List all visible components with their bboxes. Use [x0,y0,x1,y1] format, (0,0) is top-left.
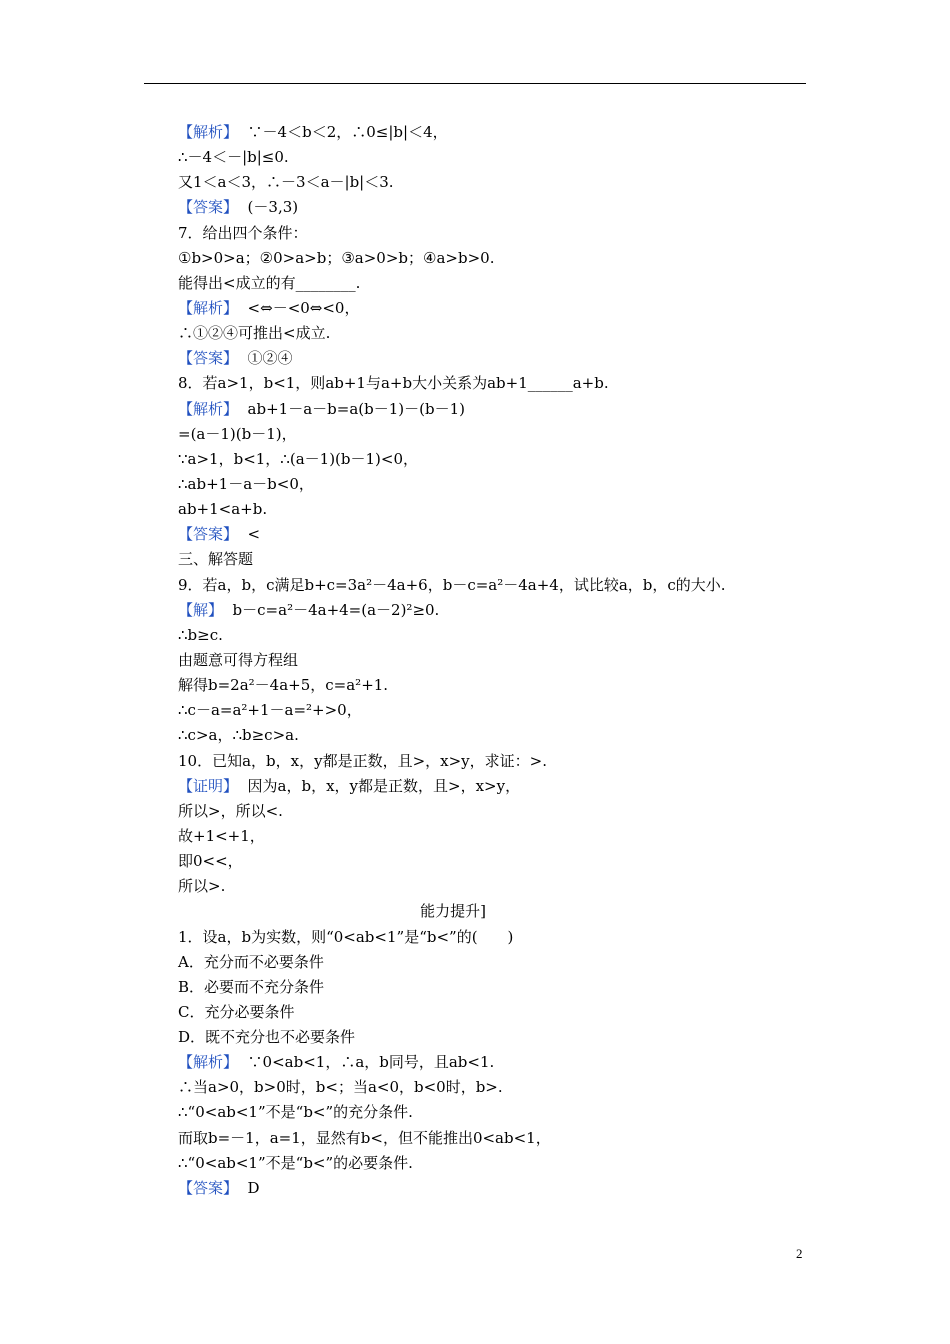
text-line [178,522,818,547]
line-text: ab+1<a+b. [178,500,268,519]
line-text: ∴b≥c. [178,625,223,644]
line-text: ∴“0<ab<1”不是“b<”的充分条件. [178,1103,413,1122]
line-text: 10．已知a，b，x，y都是正数，且>，x>y，求证：>. [178,751,547,770]
line-text: 所以>. [178,877,226,896]
text-line [178,749,818,774]
text-line [178,296,818,321]
text-line [178,1100,818,1125]
text-line [178,1000,818,1025]
line-text: ab+1－a－b=a(b－1)－(b－1) [238,399,465,418]
line-text: 因为a，b，x，y都是正数，且>，x>y， [238,776,521,795]
line-text: 又1＜a＜3，∴－3＜a－|b|＜3. [178,173,394,192]
text-line [178,1176,818,1201]
text-line [178,346,818,371]
line-text: 解得b=2a²－4a+5，c=a²+1. [178,676,389,695]
text-line [178,950,818,975]
text-line [178,1151,818,1176]
line-text: ∴c>a，∴b≥c>a. [178,726,299,745]
section-tag: 【解析】 [178,298,239,317]
line-text: ∴c－a=a²+1－a=²+>0， [178,701,362,720]
line-text: ∴①②④可推出<成立. [178,324,331,343]
section-tag: 【答案】 [178,198,239,217]
text-line [178,975,818,1000]
text-line [178,447,818,472]
line-text: D [238,1178,260,1197]
section-tag: 【解】 [178,600,224,619]
text-line [178,598,818,623]
line-text: 即0<<， [178,852,243,871]
line-text: C．充分必要条件 [178,1002,295,1021]
line-text: ∵a>1，b<1，∴(a－1)(b－1)<0， [178,449,419,468]
line-text: (－3,3) [238,198,299,217]
line-text: 8．若a>1，b<1，则ab+1与a+b大小关系为ab+1______a+b. [178,374,609,393]
text-line [178,874,818,899]
section-tag: 【解析】 [178,399,239,418]
line-text: 所以>，所以<. [178,801,283,820]
line-text: <⇔－<0⇔<0， [238,298,360,317]
text-line [178,673,818,698]
line-text: ∵－4＜b＜2，∴0≤|b|＜4， [238,123,448,141]
section-tag: 【答案】 [178,525,239,544]
text-line [178,799,818,824]
line-text: 9．若a，b，c满足b+c=3a²－4a+6，b－c=a²－4a+4，试比较a，b，c的大小. [178,575,726,594]
text-line [178,774,818,799]
line-text: 而取b=－1，a=1，显然有b<，但不能推出0<ab<1， [178,1128,551,1147]
section-tag: 【答案】 [178,349,239,368]
line-text: ∴ab+1－a－b<0， [178,474,314,493]
text-line [178,648,818,673]
header-rule [144,83,806,84]
text-line [178,221,818,246]
text-line [178,271,818,296]
text-line [178,472,818,497]
line-text: 7．给出四个条件： [178,223,308,242]
line-text: B．必要而不充分条件 [178,977,325,996]
line-text: ∴当a>0，b>0时，b<；当a<0，b<0时，b>. [178,1078,503,1097]
line-text: ①②④ [238,349,293,368]
line-text: A．充分而不必要条件 [178,952,324,971]
line-text: 由题意可得方程组 [178,650,299,669]
line-text: 1．设a，b为实数，则“0<ab<1”是“b<”的( ) [178,927,514,946]
line-text: ∴“0<ab<1”不是“b<”的必要条件. [178,1153,413,1172]
text-line [178,195,818,220]
line-text: ∴－4＜－|b|≤0. [178,148,289,167]
text-line [178,145,818,170]
section-tag: 【解析】 [178,1053,239,1072]
line-text: b－c=a²－4a+4=(a－2)²≥0. [223,600,440,619]
text-line [178,1050,818,1075]
text-line [178,120,818,145]
line-text: D．既不充分也不必要条件 [178,1028,356,1047]
text-line [178,497,818,522]
text-line [178,397,818,422]
line-text: 能力提升] [420,902,486,921]
text-line [178,246,818,271]
section-tag: 【解析】 [178,123,239,141]
line-text: ①b>0>a；②0>a>b；③a>0>b；④a>b>0. [178,248,495,267]
text-line [178,723,818,748]
text-line [178,170,818,195]
text-line [178,1025,818,1050]
text-line [178,1075,818,1100]
text-line [178,698,818,723]
text-line [178,899,818,924]
text-line [178,623,818,648]
text-line [178,321,818,346]
section-tag: 【答案】 [178,1178,239,1197]
text-line [178,824,818,849]
text-line [178,1126,818,1151]
section-tag: 【证明】 [178,776,239,795]
line-text: < [238,525,261,544]
line-text: 三、解答题 [178,550,254,569]
line-text: 能得出<成立的有________. [178,273,361,292]
document-body [178,120,818,1201]
line-text: =(a－1)(b－1)， [178,424,297,443]
text-line [178,547,818,572]
text-line [178,422,818,447]
text-line [178,573,818,598]
text-line [178,925,818,950]
text-line [178,849,818,874]
page-number: 2 [796,1246,803,1261]
line-text: 故+1<+1， [178,826,265,845]
line-text: ∵0<ab<1，∴a，b同号，且ab<1. [238,1053,495,1072]
text-line [178,371,818,396]
